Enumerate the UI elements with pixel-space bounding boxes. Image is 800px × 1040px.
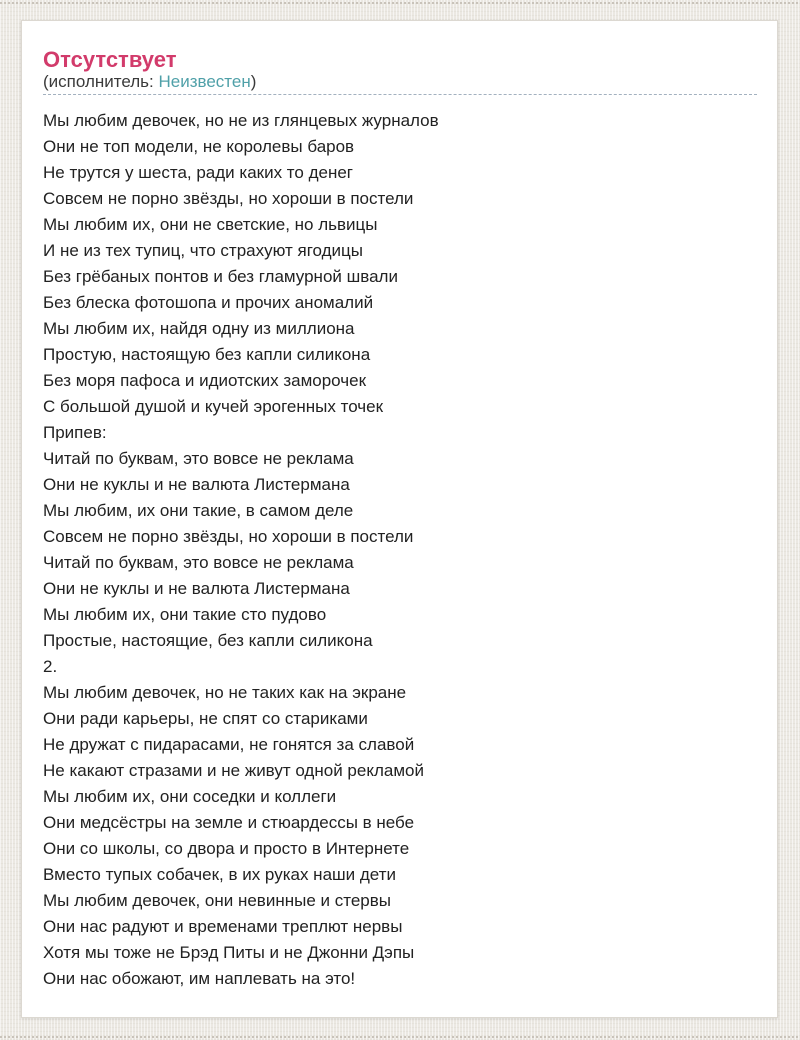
lyric-line: Без блеска фотошопа и прочих аномалий bbox=[43, 293, 374, 312]
lyric-line: Читай по буквам, это вовсе не реклама bbox=[43, 449, 354, 468]
lyric-line: Они со школы, со двора и просто в Интернете bbox=[43, 839, 410, 858]
lyric-line: Простую, настоящую без капли силикона bbox=[43, 345, 371, 364]
lyric-line: Они медсёстры на земле и стюардессы в небе bbox=[43, 813, 415, 832]
lyric-line: И не из тех тупиц, что страхуют ягодицы bbox=[43, 241, 363, 260]
lyrics-card bbox=[21, 20, 778, 1018]
artist-link[interactable]: Неизвестен bbox=[158, 72, 251, 91]
lyric-line: С большой душой и кучей эрогенных точек bbox=[43, 397, 384, 416]
lyric-line: Не дружат с пидарасами, не гонятся за славой bbox=[43, 735, 415, 754]
lyric-line: Читай по буквам, это вовсе не реклама bbox=[43, 553, 354, 572]
song-header bbox=[43, 46, 757, 95]
lyric-line: Мы любим девочек, они невинные и стервы bbox=[43, 891, 391, 910]
artist-label-suffix: ) bbox=[250, 72, 257, 91]
page-title: Отсутствует bbox=[43, 47, 177, 72]
lyric-line: Без моря пафоса и идиотских заморочек bbox=[43, 371, 367, 390]
lyric-line: Хотя мы тоже не Брэд Питы и не Джонни Дэпы bbox=[43, 943, 415, 962]
lyric-line: Они не топ модели, не королевы баров bbox=[43, 137, 355, 156]
lyric-line: Совсем не порно звёзды, но хороши в постели bbox=[43, 189, 414, 208]
lyric-line: Совсем не порно звёзды, но хороши в постели bbox=[43, 527, 414, 546]
lyric-line: Они нас радуют и временами треплют нервы bbox=[43, 917, 403, 936]
lyric-line: Простые, настоящие, без капли силикона bbox=[43, 631, 373, 650]
lyric-line: Мы любим их, они не светские, но львицы bbox=[43, 215, 378, 234]
lyric-line: Не трутся у шеста, ради каких то денег bbox=[43, 163, 354, 182]
lyric-line: Мы любим девочек, но не из глянцевых журналов bbox=[43, 111, 439, 130]
lyric-line: Они нас обожают, им наплевать на это! bbox=[43, 969, 356, 988]
artist-line bbox=[43, 73, 757, 95]
lyrics-text bbox=[43, 108, 757, 992]
lyric-line: Мы любим их, они такие сто пудово bbox=[43, 605, 327, 624]
lyric-line: Мы любим, их они такие, в самом деле bbox=[43, 501, 354, 520]
lyric-line: Не какают стразами и не живут одной рекламой bbox=[43, 761, 424, 780]
lyric-line: Они ради карьеры, не спят со стариками bbox=[43, 709, 368, 728]
artist-label-prefix: (исполнитель: bbox=[43, 72, 159, 91]
lyric-line: Мы любим девочек, но не таких как на экране bbox=[43, 683, 407, 702]
lyric-line: 2. bbox=[43, 657, 58, 676]
lyric-line: Мы любим их, найдя одну из миллиона bbox=[43, 319, 355, 338]
lyric-line: Они не куклы и не валюта Листермана bbox=[43, 579, 350, 598]
lyric-line: Они не куклы и не валюта Листермана bbox=[43, 475, 350, 494]
lyric-line: Без грёбаных понтов и без гламурной швали bbox=[43, 267, 398, 286]
lyric-line: Припев: bbox=[43, 423, 107, 442]
lyric-line: Мы любим их, они соседки и коллеги bbox=[43, 787, 337, 806]
lyric-line: Вместо тупых собачек, в их руках наши дети bbox=[43, 865, 396, 884]
